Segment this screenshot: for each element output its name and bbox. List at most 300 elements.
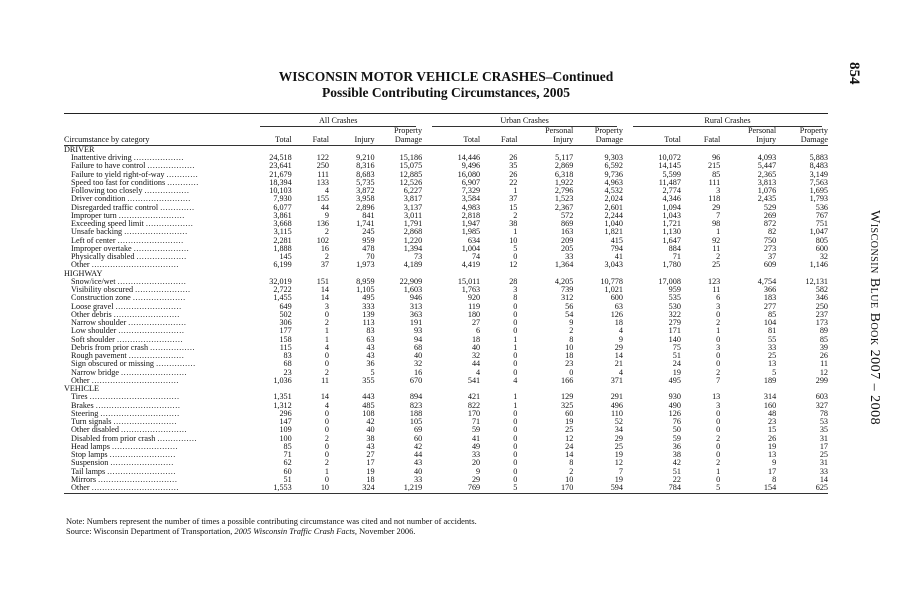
table-cell: 3,149 [809,169,828,179]
table-cell: 1,553 [250,484,291,494]
table-cell: 1,922 [554,177,574,187]
table-cell: 20 [471,458,481,468]
table-cell: 29 [614,433,623,443]
row-label-text: Exceeding speed limit [71,219,144,228]
table-cell: 15,186 [399,153,423,162]
table-cell: 147 [279,417,292,426]
table-cell: 2,722 [273,285,292,294]
table-row [64,261,828,269]
table-cell: 113 [362,318,375,327]
footnote: Note: Numbers represent the number of times a possible contributing circumstance was cited and not number of accidents. [66,517,477,526]
leader-dots: .......................... [107,466,177,476]
table-cell: 0 [716,359,721,369]
table-cell: 767 [815,210,828,220]
table-cell: 9,736 [604,169,623,179]
table-cell: 25 [767,351,777,360]
table-cell: 5,735 [356,177,375,187]
table-cell: 0 [513,417,518,426]
table-cell: 51 [672,466,681,476]
table-cell: 609 [763,260,777,270]
table-cell: 1,219 [375,484,423,494]
table-cell: 4 [476,367,481,377]
leader-dots: ................................. [91,483,180,492]
table-cell: 93 [413,326,423,336]
table-cell: 1,973 [356,260,375,270]
table-cell: 5 [370,367,375,377]
row-label-text: Debris from prior crash [71,342,149,352]
col-header-rural-injury: Injury [720,136,776,146]
table-cell: 1,791 [403,219,423,228]
table-cell: 0 [324,359,329,369]
table-cell: 40 [366,425,375,435]
table-cell: 946 [409,293,423,303]
source-publication: 2005 Wisconsin Traffic Crash Facts, [234,527,358,536]
table-cell: 23 [565,359,574,369]
table-cell: 0 [324,441,329,451]
row-label-text: Sign obscured or missing [71,359,155,369]
table-cell: 3,817 [403,194,423,204]
table-cell: 2,868 [403,227,423,237]
table-cell: 180 [467,309,481,319]
table-cell: 33 [819,466,828,476]
leader-dots: ......................... [111,441,179,451]
table-cell: 151 [316,276,329,286]
table-cell: 42 [672,458,681,468]
row-label-text: Other debris [71,309,112,319]
table-cell: 17 [767,466,777,476]
table-cell: 26 [509,153,518,162]
row-label-text: Unsafe backing [71,227,123,237]
table-cell: 1,741 [356,219,375,228]
table-cell: 1,721 [662,219,681,228]
leader-dots: ...................... [128,318,187,327]
table-cell: 4,983 [461,202,481,212]
col-header-rural-total: Total [623,136,681,146]
table-cell: 18 [471,334,481,344]
table-cell: 3,813 [757,177,777,187]
table-cell: 5 [681,484,720,494]
table-cell: 41 [471,433,481,443]
leader-dots: ......................... [121,367,188,377]
table-cell: 15 [509,202,518,212]
table-cell: 0 [513,318,518,327]
table-cell: 16 [320,243,329,253]
table-cell: 23,641 [269,161,292,171]
table-cell: 73 [413,252,423,261]
table-cell: 33 [767,342,777,352]
table-cell: 1 [513,186,518,195]
table-cell: 98 [712,219,721,228]
table-cell: 1 [513,227,518,237]
table-cell: 13 [767,450,777,459]
table-cell: 277 [763,301,777,311]
table-cell: 1 [716,466,721,476]
table-cell: 51 [283,474,292,484]
table-cell: 769 [422,484,480,494]
table-cell: 327 [815,400,828,410]
table-cell: 930 [668,392,681,402]
table-cell: 71 [672,252,681,261]
table-cell: 2 [324,227,329,237]
table-cell: 1 [324,326,329,336]
table-cell: 21,679 [269,169,292,179]
table-cell: 75 [672,342,681,352]
table-cell: 27 [366,450,375,459]
table-cell: 163 [561,227,574,237]
table-cell: 16,080 [457,169,481,179]
table-cell: 250 [316,161,329,171]
table-cell: 306 [279,318,292,327]
table-cell: 6 [476,326,481,336]
table-cell: 784 [623,484,681,494]
table-cell: 9 [324,210,329,220]
table-cell: 38 [366,433,375,443]
table-cell: 15 [767,425,777,435]
table-cell: 3 [716,400,721,410]
table-cell: 36 [366,359,375,369]
row-label-text: Head lamps [71,441,110,451]
table-cell: 154 [720,484,776,494]
table-cell: 1,220 [403,235,423,245]
row-label-text: Suspension [71,458,109,468]
table-cell: 41 [614,252,623,261]
table-cell: 48 [767,408,777,418]
table-cell: 70 [366,252,375,261]
table-cell: 1,040 [604,219,623,228]
table-cell: 443 [362,392,375,402]
table-cell: 166 [561,375,574,385]
table-cell: 1 [716,326,721,336]
table-cell: 2 [716,367,721,377]
table-cell: 1,047 [809,227,828,237]
table-cell: 2,365 [757,169,777,179]
table-cell: 600 [610,293,623,303]
table-cell: 2 [716,252,721,261]
table-cell: 32 [471,351,481,360]
table-cell: 21 [614,359,623,369]
leader-dots: ................................. [91,375,180,385]
table-cell: 805 [815,235,828,245]
table-row [64,443,828,451]
table-cell: 4,346 [662,194,681,204]
table-cell: 215 [707,161,721,171]
col-header-all-damage-top: Property [393,126,423,136]
row-label-text: Rough pavement [71,351,127,360]
table-cell: 0 [324,408,329,418]
table-cell: 5 [480,484,517,494]
table-cell: 44 [320,202,329,212]
table-cell: 0 [716,309,721,319]
table-cell: 0 [716,417,721,426]
table-cell: 27 [471,318,481,327]
table-cell: 2,796 [554,186,574,195]
table-cell: 23 [283,367,292,377]
table-cell: 4 [324,342,329,352]
table-cell: 2,601 [604,202,623,212]
table-cell: 60 [565,408,574,418]
table-cell: 43 [366,441,375,451]
col-header-urban-injury-top: Personal [545,126,574,136]
table-cell: 35 [509,161,518,171]
table-cell: 50 [672,425,681,435]
table-cell: 541 [467,375,481,385]
table-cell: 325 [561,400,574,410]
table-cell: 89 [819,326,828,336]
table-cell: 63 [614,301,623,311]
table-cell: 959 [362,235,375,245]
table-cell: 2,435 [757,194,777,204]
leader-dots: ..................... [128,351,185,360]
table-cell: 3,584 [461,194,481,204]
table-cell: 6,592 [604,161,623,171]
table-cell: 1 [324,466,329,476]
table-cell: 0 [716,351,721,360]
table-cell: 189 [763,375,777,385]
table-cell: 2 [569,466,574,476]
row-label-text: Brakes [71,400,94,410]
table-cell: 625 [776,484,828,494]
table-cell: 43 [366,351,375,360]
table-cell: 1,394 [403,243,423,253]
group-header-urban: Urban Crashes [422,117,623,127]
table-cell: 355 [362,375,375,385]
table-row [64,377,828,385]
leader-dots: .................................. [89,392,180,402]
table-cell: 115 [279,342,292,352]
table-cell: 205 [561,243,574,253]
leader-dots: .................. [147,161,196,171]
table-cell: 0 [716,450,721,459]
table-cell: 19 [565,417,574,426]
table-cell: 119 [468,301,481,311]
table-cell: 14 [320,293,329,303]
table-cell: 31 [819,433,828,443]
table-cell: 4,532 [604,186,623,195]
table-cell: 102 [316,235,329,245]
table-cell: 14 [819,474,828,484]
table-cell: 0 [513,367,518,377]
table-cell: 31 [819,458,828,468]
table-cell: 145 [279,252,292,261]
table-cell: 1,364 [554,260,574,270]
table-cell: 371 [610,375,623,385]
table-cell: 78 [819,408,828,418]
table-cell: 32,019 [269,276,292,286]
table-cell: 7 [716,210,721,220]
table-cell: 1,004 [461,243,481,253]
row-label-text: Following too closely [71,186,143,195]
table-cell: 69 [413,425,423,435]
leader-dots: ........................ [127,194,191,204]
table-cell: 4 [324,186,329,195]
table-cell: 13 [767,359,777,369]
table-cell: 26 [509,169,518,179]
table-cell: 415 [610,235,623,245]
table-cell: 19 [366,466,375,476]
row-label-text: Failure to yield right-of-way [71,169,165,179]
table-cell: 170 [517,484,573,494]
table-cell: 0 [513,425,518,435]
table-cell: 600 [815,243,828,253]
table-cell: 37 [320,260,329,270]
leader-dots: .................. [145,219,194,228]
table-cell: 42 [366,417,375,426]
table-cell: 155 [316,194,329,204]
table-cell: 1,821 [604,227,623,237]
table-cell: 40 [471,342,481,352]
table-cell: 346 [815,293,828,303]
table-cell: 0 [716,334,721,344]
table-cell: 3,861 [273,210,292,220]
table-cell: 1,888 [273,243,292,253]
table-cell: 291 [610,392,623,402]
table-cell: 3,043 [604,260,623,270]
table-cell: 7,563 [809,177,828,187]
table-cell: 17 [819,441,828,451]
table-cell: 19 [614,450,623,459]
table-cell: 19 [614,474,623,484]
table-cell: 24,518 [269,153,292,162]
table-cell: 71 [283,450,292,459]
table-cell: 4,205 [554,276,574,286]
leader-dots: ................... [133,153,185,162]
table-cell: 54 [565,309,574,319]
table-cell: 68 [413,342,423,352]
table-cell: 32 [819,252,828,261]
table-cell: 140 [668,334,681,344]
table-cell: 8 [513,293,518,303]
table-cell: 19 [767,441,777,451]
table-cell: 478 [362,243,375,253]
col-header-rural-fatal: Fatal [681,136,720,146]
table-cell: 7 [618,466,623,476]
table-cell: 3,011 [404,210,423,220]
table-cell: 1,036 [273,375,292,385]
table-cell: 158 [279,334,292,344]
table-cell: 12,131 [805,276,828,286]
table-cell: 8 [569,334,574,344]
table-cell: 17 [366,458,375,468]
table-cell: 5 [772,367,777,377]
table-cell: 0 [513,450,518,459]
table-cell: 37 [767,252,777,261]
table-cell: 12 [614,458,623,468]
leader-dots: ......................... [113,309,180,319]
table-cell: 39 [819,342,828,352]
table-cell: 495 [362,293,375,303]
table-cell: 22 [509,177,518,187]
leader-dots: ............... [157,433,198,443]
table-cell: 60 [283,466,292,476]
table-cell: 1,780 [662,260,681,270]
table-cell: 15,011 [457,276,481,286]
table-cell: 6,199 [273,260,292,270]
table-cell: 1,130 [662,227,681,237]
row-label-text: Inattentive driving [71,153,132,162]
table-cell: 40 [413,351,423,360]
table-cell: 8,683 [356,169,375,179]
table-cell: 4,419 [461,260,481,270]
table-cell: 485 [362,400,375,410]
table-cell: 26 [767,433,777,443]
table-cell: 105 [409,417,423,426]
table-cell: 59 [672,433,681,443]
table-cell: 96 [712,153,721,162]
table-cell: 2,896 [356,202,375,212]
table-cell: 10 [509,235,518,245]
col-header-rural-injury-top: Personal [747,126,777,136]
table-cell: 10,103 [269,186,292,195]
leader-dots: ........................ [113,417,177,426]
table-cell: 123 [707,276,721,286]
table-cell: 0 [513,433,518,443]
table-cell: 82 [767,227,777,237]
row-label-text: Loose gravel [71,301,114,311]
leader-dots: ..................... [133,243,190,253]
table-cell: 490 [668,400,681,410]
leader-dots: .............................. [98,474,178,484]
table-cell: 19 [672,367,681,377]
table-cell: 366 [763,285,777,294]
table-cell: 136 [316,219,329,228]
table-cell: 12 [819,367,828,377]
table-cell: 53 [819,417,828,426]
table-cell: 7 [716,375,721,385]
table-cell: 530 [668,301,681,311]
leader-dots: ......................... [117,235,184,245]
row-label-text: Mirrors [71,474,97,484]
table-cell: 2 [716,318,721,327]
table-cell: 171 [668,326,681,336]
table-cell: 884 [668,243,681,253]
table-row [64,435,828,443]
row-label-text: Construction zone [71,293,131,303]
table-cell: 10 [565,474,574,484]
table-cell: 1,763 [461,285,481,294]
table-cell: 1 [513,334,518,344]
table-cell: 250 [815,301,828,311]
table-cell: 1,647 [662,235,681,245]
table-cell: 1,695 [809,186,828,195]
col-header-rural-damage: Damage [776,136,828,146]
leader-dots: ......................... [121,425,188,435]
table-cell: 2 [569,326,574,336]
table-cell: 25 [565,425,574,435]
table-cell: 2,281 [273,235,292,245]
table-cell: 14,446 [457,153,481,162]
table-cell: 22,909 [399,276,423,286]
table-cell: 582 [815,285,828,294]
table-cell: 0 [324,417,329,426]
table-cell: 0 [513,474,518,484]
leader-dots: .......................... [117,276,187,286]
table-cell: 85 [819,334,828,344]
table-cell: 4,963 [604,177,623,187]
table-cell: 3 [716,186,721,195]
table-cell: 1 [716,227,721,237]
table-cell: 111 [708,177,721,187]
table-cell: 0 [324,450,329,459]
table-cell: 33 [565,252,574,261]
table-cell: 12,526 [399,177,423,187]
table-cell: 502 [279,309,292,319]
table-cell: 44 [471,359,481,369]
table-cell: 191 [409,318,423,327]
table-cell: 1 [513,342,518,352]
table-cell: 10 [292,484,329,494]
table-cell: 29 [614,342,623,352]
table-cell: 0 [513,359,518,369]
